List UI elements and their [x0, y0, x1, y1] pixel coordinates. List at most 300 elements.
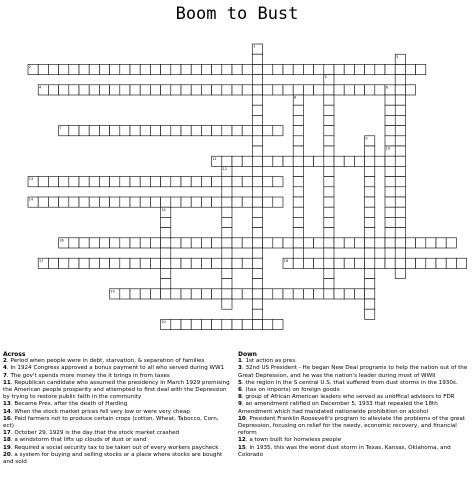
- grid-cell[interactable]: [191, 85, 201, 95]
- grid-cell[interactable]: [59, 64, 69, 74]
- grid-cell[interactable]: [446, 238, 456, 248]
- grid-cell[interactable]: [38, 64, 48, 74]
- grid-cell[interactable]: [314, 156, 324, 166]
- grid-cell[interactable]: [252, 64, 262, 74]
- grid-cell[interactable]: [252, 217, 262, 227]
- grid-cell[interactable]: [344, 258, 354, 268]
- grid-cell[interactable]: [293, 177, 303, 187]
- grid-cell[interactable]: [161, 217, 171, 227]
- grid-cell[interactable]: [385, 136, 395, 146]
- grid-cell[interactable]: [416, 258, 426, 268]
- grid-cell[interactable]: [303, 85, 313, 95]
- grid-cell[interactable]: [242, 197, 252, 207]
- grid-cell[interactable]: [59, 85, 69, 95]
- grid-cell[interactable]: [385, 228, 395, 238]
- grid-cell[interactable]: [252, 258, 262, 268]
- grid-cell[interactable]: [263, 289, 273, 299]
- grid-cell[interactable]: [252, 187, 262, 197]
- grid-cell[interactable]: [252, 54, 262, 64]
- grid-cell[interactable]: [222, 187, 232, 197]
- grid-cell[interactable]: [191, 289, 201, 299]
- grid-cell[interactable]: [354, 289, 364, 299]
- grid-cell[interactable]: [395, 126, 405, 136]
- grid-cell[interactable]: [293, 136, 303, 146]
- grid-cell[interactable]: [395, 187, 405, 197]
- grid-cell[interactable]: [273, 238, 283, 248]
- grid-cell[interactable]: [140, 238, 150, 248]
- grid-cell[interactable]: [273, 156, 283, 166]
- grid-cell[interactable]: [446, 258, 456, 268]
- grid-cell[interactable]: [89, 258, 99, 268]
- grid-cell[interactable]: [252, 177, 262, 187]
- grid-cell[interactable]: [426, 258, 436, 268]
- grid-cell[interactable]: [293, 217, 303, 227]
- grid-cell[interactable]: [161, 289, 171, 299]
- grid-cell[interactable]: [395, 217, 405, 227]
- grid-cell[interactable]: [140, 85, 150, 95]
- grid-cell[interactable]: [354, 258, 364, 268]
- grid-cell[interactable]: [222, 217, 232, 227]
- grid-cell[interactable]: [303, 289, 313, 299]
- grid-cell[interactable]: [314, 64, 324, 74]
- grid-cell[interactable]: [293, 289, 303, 299]
- grid-cell[interactable]: [334, 258, 344, 268]
- grid-cell[interactable]: [344, 85, 354, 95]
- grid-cell[interactable]: [222, 268, 232, 278]
- grid-cell[interactable]: [263, 156, 273, 166]
- grid-cell[interactable]: [395, 207, 405, 217]
- grid-cell[interactable]: [252, 85, 262, 95]
- grid-cell[interactable]: [252, 289, 262, 299]
- grid-cell[interactable]: [252, 126, 262, 136]
- grid-cell[interactable]: [79, 64, 89, 74]
- grid-cell[interactable]: [252, 309, 262, 319]
- grid-cell[interactable]: [110, 85, 120, 95]
- grid-cell[interactable]: [222, 299, 232, 309]
- grid-cell[interactable]: [263, 85, 273, 95]
- grid-cell[interactable]: [212, 197, 222, 207]
- grid-cell[interactable]: [130, 64, 140, 74]
- grid-cell[interactable]: [263, 177, 273, 187]
- grid-cell[interactable]: [222, 248, 232, 258]
- grid-cell[interactable]: [181, 177, 191, 187]
- grid-cell[interactable]: [110, 258, 120, 268]
- grid-cell[interactable]: [222, 258, 232, 268]
- grid-cell[interactable]: [273, 319, 283, 329]
- grid-cell[interactable]: [293, 248, 303, 258]
- grid-cell[interactable]: [150, 85, 160, 95]
- grid-cell[interactable]: [222, 238, 232, 248]
- grid-cell[interactable]: [232, 177, 242, 187]
- grid-cell[interactable]: [324, 238, 334, 248]
- grid-cell[interactable]: [59, 258, 69, 268]
- grid-cell[interactable]: [344, 156, 354, 166]
- grid-cell[interactable]: [385, 95, 395, 105]
- grid-cell[interactable]: [161, 126, 171, 136]
- grid-cell[interactable]: [395, 75, 405, 85]
- grid-cell[interactable]: [232, 85, 242, 95]
- grid-cell[interactable]: [232, 197, 242, 207]
- grid-cell[interactable]: [99, 238, 109, 248]
- grid-cell[interactable]: [324, 207, 334, 217]
- grid-cell[interactable]: [130, 177, 140, 187]
- grid-cell[interactable]: [334, 64, 344, 74]
- grid-cell[interactable]: [130, 258, 140, 268]
- grid-cell[interactable]: [395, 166, 405, 176]
- grid-cell[interactable]: [324, 156, 334, 166]
- grid-cell[interactable]: [283, 85, 293, 95]
- grid-cell[interactable]: [293, 228, 303, 238]
- grid-cell[interactable]: [385, 166, 395, 176]
- grid-cell[interactable]: [293, 64, 303, 74]
- grid-cell[interactable]: [293, 85, 303, 95]
- grid-cell[interactable]: [385, 258, 395, 268]
- grid-cell[interactable]: [324, 279, 334, 289]
- grid-cell[interactable]: [365, 166, 375, 176]
- grid-cell[interactable]: [303, 156, 313, 166]
- grid-cell[interactable]: [405, 258, 415, 268]
- grid-cell[interactable]: [334, 156, 344, 166]
- grid-cell[interactable]: [365, 309, 375, 319]
- grid-cell[interactable]: [110, 126, 120, 136]
- grid-cell[interactable]: [212, 319, 222, 329]
- grid-cell[interactable]: [385, 238, 395, 248]
- grid-cell[interactable]: [232, 289, 242, 299]
- grid-cell[interactable]: [324, 95, 334, 105]
- grid-cell[interactable]: [120, 64, 130, 74]
- grid-cell[interactable]: [273, 197, 283, 207]
- grid-cell[interactable]: [110, 238, 120, 248]
- grid-cell[interactable]: [252, 268, 262, 278]
- grid-cell[interactable]: [293, 238, 303, 248]
- grid-cell[interactable]: [385, 187, 395, 197]
- grid-cell[interactable]: [344, 238, 354, 248]
- grid-cell[interactable]: [385, 64, 395, 74]
- grid-cell[interactable]: [140, 197, 150, 207]
- grid-cell[interactable]: [252, 105, 262, 115]
- grid-cell[interactable]: [242, 64, 252, 74]
- grid-cell[interactable]: [436, 258, 446, 268]
- grid-cell[interactable]: [385, 177, 395, 187]
- grid-cell[interactable]: [222, 85, 232, 95]
- grid-cell[interactable]: [252, 115, 262, 125]
- grid-cell[interactable]: [456, 258, 466, 268]
- grid-cell[interactable]: [222, 177, 232, 187]
- grid-cell[interactable]: [222, 279, 232, 289]
- grid-cell[interactable]: [375, 156, 385, 166]
- grid-cell[interactable]: [222, 289, 232, 299]
- grid-cell[interactable]: [242, 126, 252, 136]
- grid-cell[interactable]: [395, 95, 405, 105]
- grid-cell[interactable]: [38, 177, 48, 187]
- grid-cell[interactable]: [191, 197, 201, 207]
- grid-cell[interactable]: [354, 85, 364, 95]
- grid-cell[interactable]: [89, 85, 99, 95]
- grid-cell[interactable]: [201, 126, 211, 136]
- grid-cell[interactable]: [181, 197, 191, 207]
- grid-cell[interactable]: [222, 207, 232, 217]
- grid-cell[interactable]: [385, 207, 395, 217]
- grid-cell[interactable]: [110, 64, 120, 74]
- grid-cell[interactable]: [232, 156, 242, 166]
- grid-cell[interactable]: [324, 197, 334, 207]
- grid-cell[interactable]: [99, 177, 109, 187]
- grid-cell[interactable]: [69, 85, 79, 95]
- grid-cell[interactable]: [385, 197, 395, 207]
- grid-cell[interactable]: [222, 156, 232, 166]
- grid-cell[interactable]: [232, 64, 242, 74]
- grid-cell[interactable]: [334, 289, 344, 299]
- grid-cell[interactable]: [365, 258, 375, 268]
- grid-cell[interactable]: [395, 85, 405, 95]
- grid-cell[interactable]: [201, 289, 211, 299]
- grid-cell[interactable]: [314, 85, 324, 95]
- grid-cell[interactable]: [273, 85, 283, 95]
- grid-cell[interactable]: [263, 126, 273, 136]
- grid-cell[interactable]: [181, 289, 191, 299]
- grid-cell[interactable]: [365, 197, 375, 207]
- grid-cell[interactable]: [324, 136, 334, 146]
- grid-cell[interactable]: [293, 207, 303, 217]
- grid-cell[interactable]: [120, 126, 130, 136]
- grid-cell[interactable]: [405, 238, 415, 248]
- grid-cell[interactable]: [365, 279, 375, 289]
- grid-cell[interactable]: [324, 187, 334, 197]
- grid-cell[interactable]: [99, 258, 109, 268]
- grid-cell[interactable]: [293, 105, 303, 115]
- grid-cell[interactable]: [140, 289, 150, 299]
- grid-cell[interactable]: [99, 197, 109, 207]
- grid-cell[interactable]: [120, 197, 130, 207]
- grid-cell[interactable]: [324, 64, 334, 74]
- grid-cell[interactable]: [201, 64, 211, 74]
- grid-cell[interactable]: [150, 197, 160, 207]
- grid-cell[interactable]: [89, 197, 99, 207]
- grid-cell[interactable]: [242, 319, 252, 329]
- grid-cell[interactable]: [293, 115, 303, 125]
- grid-cell[interactable]: [405, 85, 415, 95]
- grid-cell[interactable]: [252, 207, 262, 217]
- grid-cell[interactable]: [89, 126, 99, 136]
- grid-cell[interactable]: [395, 258, 405, 268]
- grid-cell[interactable]: [79, 85, 89, 95]
- grid-cell[interactable]: [161, 279, 171, 289]
- grid-cell[interactable]: [120, 85, 130, 95]
- grid-cell[interactable]: [222, 319, 232, 329]
- grid-cell[interactable]: [181, 319, 191, 329]
- grid-cell[interactable]: [171, 197, 181, 207]
- grid-cell[interactable]: [263, 319, 273, 329]
- grid-cell[interactable]: [252, 319, 262, 329]
- grid-cell[interactable]: [171, 126, 181, 136]
- grid-cell[interactable]: [161, 238, 171, 248]
- grid-cell[interactable]: [191, 126, 201, 136]
- grid-cell[interactable]: [395, 238, 405, 248]
- grid-cell[interactable]: [395, 177, 405, 187]
- grid-cell[interactable]: [181, 238, 191, 248]
- grid-cell[interactable]: [79, 177, 89, 187]
- grid-cell[interactable]: [293, 258, 303, 268]
- grid-cell[interactable]: [191, 64, 201, 74]
- grid-cell[interactable]: [334, 85, 344, 95]
- grid-cell[interactable]: [395, 115, 405, 125]
- grid-cell[interactable]: [181, 85, 191, 95]
- grid-cell[interactable]: [212, 177, 222, 187]
- grid-cell[interactable]: [303, 64, 313, 74]
- grid-cell[interactable]: [365, 238, 375, 248]
- grid-cell[interactable]: [324, 166, 334, 176]
- grid-cell[interactable]: [89, 238, 99, 248]
- grid-cell[interactable]: [110, 197, 120, 207]
- grid-cell[interactable]: [161, 85, 171, 95]
- grid-cell[interactable]: [120, 258, 130, 268]
- grid-cell[interactable]: [324, 146, 334, 156]
- grid-cell[interactable]: [395, 64, 405, 74]
- grid-cell[interactable]: [324, 268, 334, 278]
- grid-cell[interactable]: [161, 177, 171, 187]
- grid-cell[interactable]: [252, 279, 262, 289]
- grid-cell[interactable]: [293, 126, 303, 136]
- grid-cell[interactable]: [171, 319, 181, 329]
- grid-cell[interactable]: [293, 187, 303, 197]
- grid-cell[interactable]: [161, 248, 171, 258]
- grid-cell[interactable]: [181, 126, 191, 136]
- grid-cell[interactable]: [120, 177, 130, 187]
- grid-cell[interactable]: [365, 217, 375, 227]
- grid-cell[interactable]: [263, 64, 273, 74]
- grid-cell[interactable]: [324, 217, 334, 227]
- grid-cell[interactable]: [140, 177, 150, 187]
- grid-cell[interactable]: [222, 64, 232, 74]
- grid-cell[interactable]: [283, 289, 293, 299]
- grid-cell[interactable]: [436, 238, 446, 248]
- grid-cell[interactable]: [252, 228, 262, 238]
- grid-cell[interactable]: [242, 177, 252, 187]
- grid-cell[interactable]: [232, 258, 242, 268]
- grid-cell[interactable]: [201, 238, 211, 248]
- grid-cell[interactable]: [365, 268, 375, 278]
- grid-cell[interactable]: [150, 238, 160, 248]
- grid-cell[interactable]: [395, 248, 405, 258]
- grid-cell[interactable]: [303, 238, 313, 248]
- grid-cell[interactable]: [252, 136, 262, 146]
- grid-cell[interactable]: [273, 126, 283, 136]
- grid-cell[interactable]: [69, 64, 79, 74]
- grid-cell[interactable]: [99, 126, 109, 136]
- grid-cell[interactable]: [69, 126, 79, 136]
- grid-cell[interactable]: [293, 166, 303, 176]
- grid-cell[interactable]: [212, 289, 222, 299]
- grid-cell[interactable]: [252, 146, 262, 156]
- grid-cell[interactable]: [201, 197, 211, 207]
- grid-cell[interactable]: [252, 166, 262, 176]
- grid-cell[interactable]: [395, 146, 405, 156]
- grid-cell[interactable]: [161, 228, 171, 238]
- grid-cell[interactable]: [416, 238, 426, 248]
- grid-cell[interactable]: [324, 115, 334, 125]
- grid-cell[interactable]: [79, 258, 89, 268]
- grid-cell[interactable]: [212, 238, 222, 248]
- grid-cell[interactable]: [89, 64, 99, 74]
- grid-cell[interactable]: [242, 156, 252, 166]
- grid-cell[interactable]: [334, 238, 344, 248]
- grid-cell[interactable]: [130, 197, 140, 207]
- grid-cell[interactable]: [365, 85, 375, 95]
- grid-cell[interactable]: [252, 248, 262, 258]
- grid-cell[interactable]: [99, 64, 109, 74]
- grid-cell[interactable]: [273, 64, 283, 74]
- grid-cell[interactable]: [344, 64, 354, 74]
- grid-cell[interactable]: [385, 248, 395, 258]
- grid-cell[interactable]: [79, 126, 89, 136]
- grid-cell[interactable]: [354, 64, 364, 74]
- grid-cell[interactable]: [150, 126, 160, 136]
- grid-cell[interactable]: [354, 156, 364, 166]
- grid-cell[interactable]: [79, 197, 89, 207]
- grid-cell[interactable]: [161, 64, 171, 74]
- grid-cell[interactable]: [344, 289, 354, 299]
- grid-cell[interactable]: [324, 289, 334, 299]
- grid-cell[interactable]: [48, 197, 58, 207]
- grid-cell[interactable]: [130, 126, 140, 136]
- grid-cell[interactable]: [79, 238, 89, 248]
- grid-cell[interactable]: [130, 289, 140, 299]
- grid-cell[interactable]: [130, 85, 140, 95]
- grid-cell[interactable]: [140, 126, 150, 136]
- grid-cell[interactable]: [140, 64, 150, 74]
- grid-cell[interactable]: [324, 248, 334, 258]
- grid-cell[interactable]: [395, 105, 405, 115]
- grid-cell[interactable]: [385, 217, 395, 227]
- grid-cell[interactable]: [395, 197, 405, 207]
- grid-cell[interactable]: [324, 258, 334, 268]
- grid-cell[interactable]: [252, 95, 262, 105]
- grid-cell[interactable]: [120, 238, 130, 248]
- grid-cell[interactable]: [252, 238, 262, 248]
- grid-cell[interactable]: [59, 197, 69, 207]
- grid-cell[interactable]: [161, 268, 171, 278]
- grid-cell[interactable]: [181, 64, 191, 74]
- grid-cell[interactable]: [69, 197, 79, 207]
- grid-cell[interactable]: [365, 299, 375, 309]
- grid-cell[interactable]: [395, 136, 405, 146]
- grid-cell[interactable]: [395, 228, 405, 238]
- grid-cell[interactable]: [273, 177, 283, 187]
- grid-cell[interactable]: [252, 299, 262, 309]
- grid-cell[interactable]: [150, 64, 160, 74]
- grid-cell[interactable]: [48, 85, 58, 95]
- grid-cell[interactable]: [375, 85, 385, 95]
- grid-cell[interactable]: [324, 228, 334, 238]
- grid-cell[interactable]: [150, 289, 160, 299]
- grid-cell[interactable]: [242, 258, 252, 268]
- grid-cell[interactable]: [69, 258, 79, 268]
- grid-cell[interactable]: [375, 238, 385, 248]
- grid-cell[interactable]: [171, 64, 181, 74]
- grid-cell[interactable]: [405, 64, 415, 74]
- grid-cell[interactable]: [171, 238, 181, 248]
- grid-cell[interactable]: [212, 64, 222, 74]
- grid-cell[interactable]: [365, 187, 375, 197]
- grid-cell[interactable]: [252, 197, 262, 207]
- grid-cell[interactable]: [232, 319, 242, 329]
- grid-cell[interactable]: [212, 126, 222, 136]
- grid-cell[interactable]: [222, 126, 232, 136]
- grid-cell[interactable]: [293, 146, 303, 156]
- grid-cell[interactable]: [242, 238, 252, 248]
- grid-cell[interactable]: [395, 268, 405, 278]
- grid-cell[interactable]: [324, 177, 334, 187]
